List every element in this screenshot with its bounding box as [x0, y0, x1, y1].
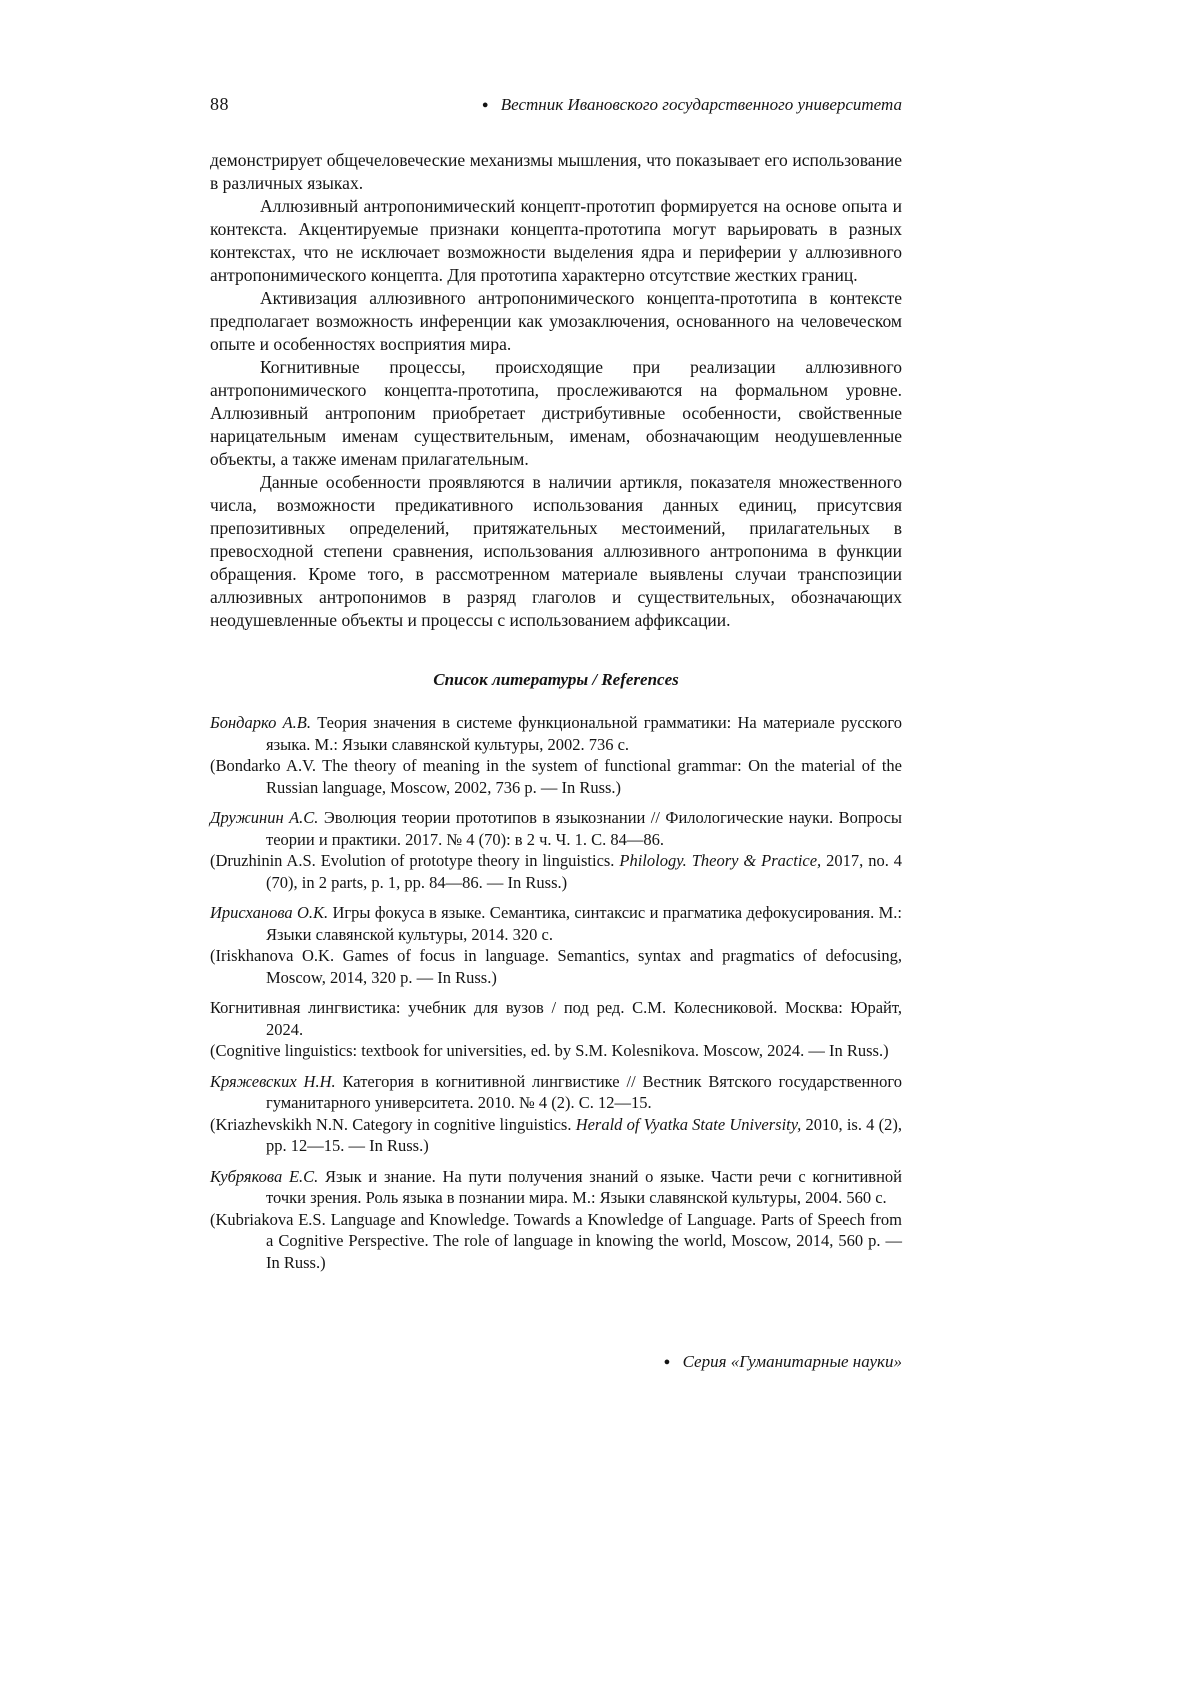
- page-header: [210, 94, 902, 115]
- reference-segment: Эволюция теории прототипов в языкознании // Филологические науки. Вопросы теории и практики. 2017. № 4 (70): в 2 ч. Ч. 1. С. 84—86.: [266, 808, 902, 849]
- reference-segment: Кубрякова Е.С.: [210, 1166, 319, 1186]
- reference-segment: (Bondarko A.V. The theory of meaning in the system of functional grammar: On the material of the Russian language, Moscow, 2002, 736 p. — In Russ.): [210, 756, 902, 797]
- reference-entry: [210, 1071, 902, 1114]
- reference-entry: [210, 1040, 902, 1062]
- reference-segment: Ирисханова О.К.: [210, 903, 329, 922]
- reference-entry: [210, 712, 902, 755]
- references-list: [210, 712, 902, 1273]
- journal-title: Вестник Ивановского государственного университета: [500, 95, 902, 114]
- article-paragraphs: [210, 149, 902, 632]
- reference-segment: Herald of Vyatka State University,: [575, 1114, 802, 1134]
- reference-segment: (Kubriakova E.S. Language and Knowledge. Towards a Knowledge of Language. Parts of Speech from a Cognitive Perspective. The role of language in knowing the world, Moscow, 2014, 560 p. — In Russ.): [210, 1209, 902, 1272]
- reference-segment: Дружинин А.С.: [210, 808, 319, 827]
- reference-entry: [210, 807, 902, 850]
- reference-segment: Philology. Theory & Practice,: [619, 851, 822, 870]
- reference-entry: [210, 850, 902, 893]
- running-head: [482, 95, 902, 115]
- body-paragraph: демонстрирует общечеловеческие механизмы мышления, что показывает его использование в различных языках.: [210, 150, 902, 193]
- reference-entry: [210, 755, 902, 798]
- page-footer: [210, 1352, 902, 1372]
- reference-segment: Теория значения в системе функциональной грамматики: На материале русского языка. М.: Языки славянской культуры, 2002. 736 с.: [266, 713, 902, 754]
- reference-segment: Игры фокуса в языке. Семантика, синтаксис и прагматика дефокусирования. М.: Языки славянской культуры, 2014. 320 с.: [266, 903, 902, 944]
- reference-entry: [210, 945, 902, 988]
- reference-entry: [210, 1209, 902, 1274]
- series-title: Серия «Гуманитарные науки»: [682, 1352, 902, 1371]
- reference-segment: 2017, no. 4 (70), in 2 parts, p. 1, pp. 84—86. — In Russ.): [266, 851, 903, 892]
- reference-segment: (Druzhinin A.S. Evolution of prototype theory in linguistics.: [210, 851, 620, 870]
- reference-segment: 2010, is. 4 (2), pp. 12—15. — In Russ.): [266, 1114, 902, 1155]
- reference-segment: Когнитивная лингвистика: учебник для вузов / под ред. С.М. Колесниковой. Москва: Юрайт, 2024.: [210, 998, 902, 1039]
- body-paragraph: Когнитивные процессы, происходящие при реализации аллюзивного антропонимического концепта-прототипа, прослеживаются на формальном уровне. Аллюзивный антропоним приобретает дистрибутивные особенности, свойственные нарицательным именам существительным, именам, обозначающим неодушевленные объекты, а также именам прилагательным.: [210, 357, 902, 469]
- reference-segment: Бондарко А.В.: [210, 713, 311, 732]
- reference-entry: [210, 997, 902, 1040]
- body-paragraph: Данные особенности проявляются в наличии артикля, показателя множественного числа, возможности предикативного использования данных единиц, присутсвия препозитивных определений, притяжательных местоимений, прилагательных в превосходной степени сравнения, использования аллюзивного антропонима в функции обращения. Кроме того, в рассмотренном материале выявлены случаи транспозиции аллюзивных антропонимов в разряд глаголов и существительных, обозначающих неодушевленные объекты и процессы с использованием аффиксации.: [210, 472, 902, 630]
- bullet-icon: ●: [481, 99, 489, 111]
- body-paragraph: Аллюзивный антропонимический концепт-прототип формируется на основе опыта и контекста. Акцентируемые признаки концепта-прототипа могут варьировать в разных контекстах, что не исключает возможности выделения ядра и периферии у аллюзивного антропонимического концепта. Для прототипа характерно отсутствие жестких границ.: [210, 196, 902, 285]
- reference-entry: [210, 1114, 902, 1157]
- references-heading: Список литературы / References: [433, 670, 679, 689]
- reference-segment: (Iriskhanova O.K. Games of focus in language. Semantics, syntax and pragmatics of defocusing, Moscow, 2014, 320 p. — In Russ.): [210, 946, 902, 987]
- reference-segment: Язык и знание. На пути получения знаний о языке. Части речи с когнитивной точки зрения. Роль языка в познании мира. М.: Языки славянской культуры, 2004. 560 с.: [266, 1166, 902, 1207]
- reference-entry: [210, 902, 902, 945]
- reference-segment: Кряжевских Н.Н.: [210, 1071, 336, 1091]
- reference-segment: (Kriazhevskikh N.N. Category in cognitive linguistics.: [210, 1114, 576, 1134]
- bullet-icon: ●: [663, 1356, 671, 1368]
- reference-segment: Категория в когнитивной лингвистике // Вестник Вятского государственного гуманитарного университета. 2010. № 4 (2). С. 12—15.: [266, 1071, 902, 1112]
- reference-segment: (Cognitive linguistics: textbook for universities, ed. by S.M. Kolesnikova. Moscow, 2024. — In Russ.): [210, 1041, 889, 1060]
- page-number: 88: [210, 94, 229, 114]
- reference-entry: [210, 1166, 902, 1209]
- body-paragraph: Активизация аллюзивного антропонимического концепта-прототипа в контексте предполагает возможность инференции как умозаключения, основанного на человеческом опыте и особенностях восприятия мира.: [210, 288, 902, 354]
- page-content: [210, 94, 902, 1273]
